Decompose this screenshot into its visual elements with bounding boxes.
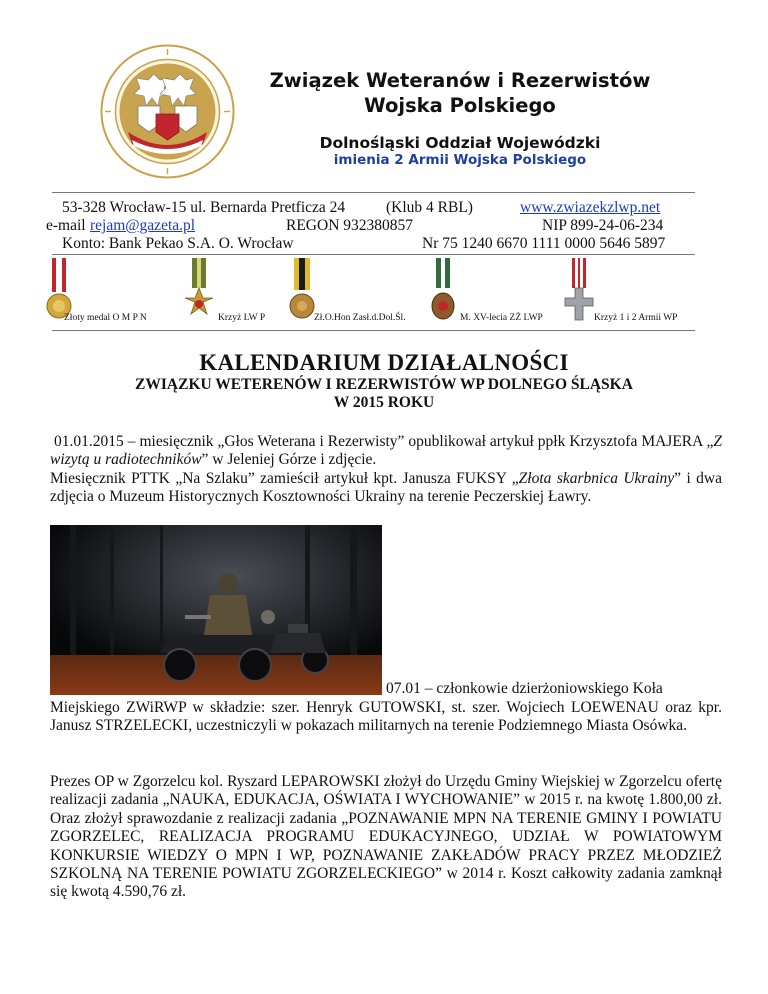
- organization-name: [250, 68, 670, 118]
- entry-1-article-title: Z wizytą u radiotechników: [50, 433, 722, 469]
- regon-text: REGON 932380857: [286, 217, 414, 234]
- medal-label-5: Krzyż 1 i 2 Armii WP: [594, 313, 678, 323]
- entry-paragraph-2: [50, 470, 722, 507]
- account-number: Nr 75 1240 6670 1111 0000 5646 5897: [422, 235, 666, 252]
- nip-text: NIP 899-24-06-234: [542, 217, 664, 234]
- army-cross-icon: [562, 258, 596, 328]
- header-divider: [52, 192, 695, 193]
- website-link[interactable]: www.zwiazekzlwp.net: [520, 199, 661, 216]
- medal-label-2: Krzyż LW P: [218, 313, 266, 323]
- document-title: KALENDARIUM DZIAŁALNOŚCI: [199, 350, 569, 375]
- email-link[interactable]: rejam@gazeta.pl: [90, 217, 196, 234]
- entry-2-article-title: Złota skarbnica Ukrainy: [518, 470, 675, 487]
- subtitle-line1: ZWIĄZKU WETERENÓW I REZERWISTÓW WP DOLNEGO ŚLĄSKA: [135, 376, 633, 393]
- address-text: 53-328 Wrocław-15 ul. Bernarda Pretficza 24: [62, 199, 346, 216]
- entry-paragraph-1: [50, 433, 722, 470]
- account-label: Konto: Bank Pekao S.A. O. Wrocław: [62, 235, 294, 252]
- medal-label-3: Zł.O.Hon Zasł.d.Dol.Śl.: [314, 313, 406, 323]
- veterans-union-emblem-icon: [100, 44, 235, 179]
- org-name-line2: Wojska Polskiego: [364, 94, 556, 117]
- entry-paragraph-4: Prezes OP w Zgorzelcu kol. Ryszard LEPAROWSKI złożył do Urzędu Gminy Wiejskiej w Zgorzelcu ofertę realizacji zadania „NAUKA, EDUKACJA, OŚWIATA I WYCHOWANIE” w 2015 r. na kwotę 1.800,00 zł. Oraz złożył sprawozdanie z realizacji zadania „POZNAWANIE MPN NA TERENIE GMINY I POWIATU ZGORZELEC, REALIZACJA PROGRAMU EDUKACYJNEGO, UDZIAŁ W POWIATOWYM KONKURSIE WIEDZY O MPN I WP, POZNAWANIE ZAKŁADÓW PRACY PRZEZ MŁODZIEŻ SZKOLNĄ NA TERENIE POWIATU ZGORZELECKIEGO” w 2014 r. Koszt całkowity zadania zamknął się kwotą 4.590,76 zł.: [50, 773, 722, 901]
- honor-medal-icon: [288, 258, 316, 328]
- club-text: (Klub 4 RBL): [386, 199, 473, 216]
- medal-label-4: M. XV-lecia ZŻ LWP: [460, 313, 543, 323]
- document-subtitle: [0, 376, 768, 412]
- entry-2-text: Miesięcznik PTTK „Na Szlaku” zamieścił artykuł kpt. Janusza FUKSY „: [50, 470, 519, 487]
- subtitle-line2: W 2015 ROKU: [333, 394, 435, 411]
- email-label: e-mail: [46, 217, 86, 234]
- entry-2-text-end: ” i dwa zdjęcia o Muzeum Historycznych Kosztowności Ukrainy na terenie Peczerskiej Ławry.: [50, 470, 722, 506]
- entry-paragraph-3-start: 07.01 – członkowie dzierżoniowskiego Koła: [386, 680, 663, 697]
- cross-medal-icon: [182, 258, 216, 328]
- entry-1-text-end: ” w Jeleniej Górze i zdjęcie.: [201, 451, 377, 469]
- entry-paragraph-3: Miejskiego ZWiRWP w składzie: szer. Henryk GUTOWSKI, st. szer. Wojciech LOEWENAU oraz kpr. Janusz STRZELECKI, uczestniczyli w pokazach militarnych na terenie Podziemnego Miasta Osówka.: [50, 699, 722, 735]
- military-motorcycle-photo: [50, 525, 382, 695]
- division-name: Dolnośląski Oddział Wojewódzki: [319, 134, 601, 152]
- medal-label-1: Złoty medal O M P N: [64, 313, 147, 323]
- entry-1-text: 01.01.2015 – miesięcznik „Głos Weterana i Rezerwisty” opublikował artykuł ppłk Krzysztofa MAJERA „: [54, 433, 714, 450]
- contact-divider: [52, 254, 695, 255]
- patron-name: imienia 2 Armii Wojska Polskiego: [333, 152, 587, 168]
- medals-divider: [52, 330, 695, 331]
- anniversary-medal-icon: [428, 258, 458, 328]
- org-name-line1: Związek Weteranów i Rezerwistów: [269, 69, 651, 92]
